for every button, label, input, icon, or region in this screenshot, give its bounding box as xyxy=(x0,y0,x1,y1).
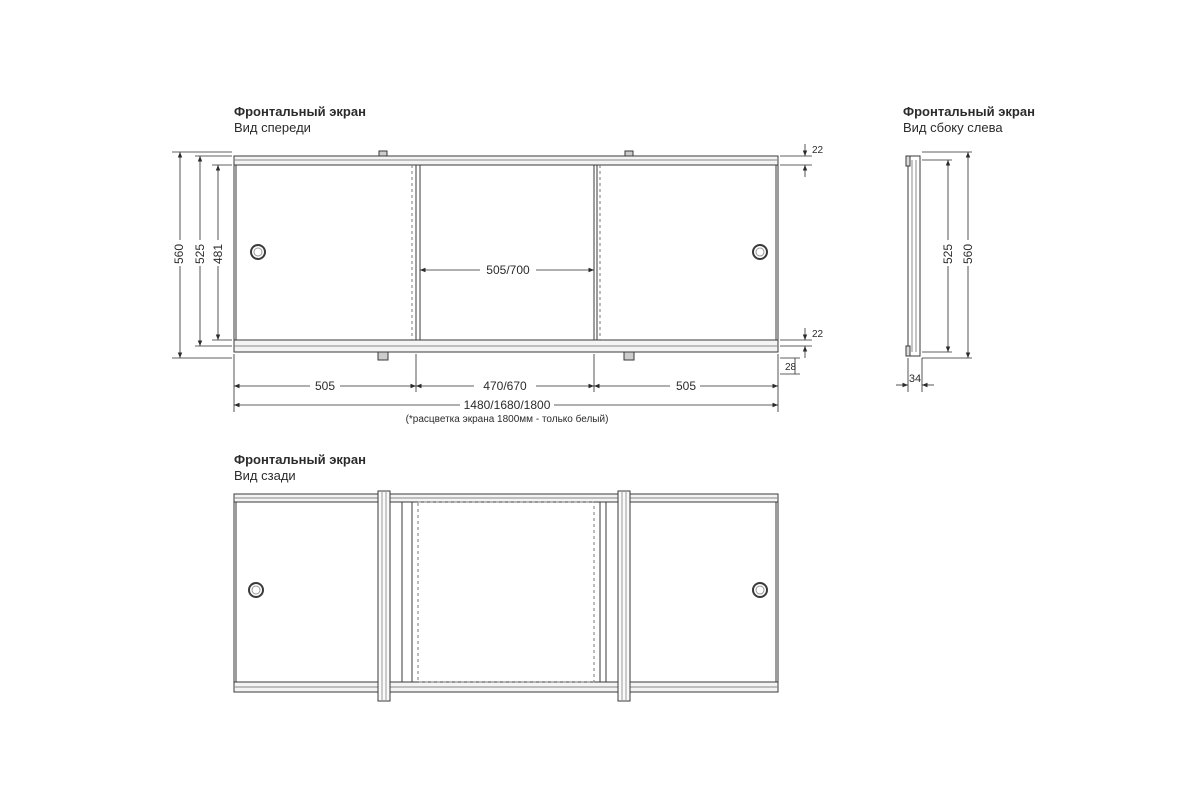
dim-middle-opening: 505/700 xyxy=(486,263,530,277)
dim-foot: 28 xyxy=(785,362,797,373)
side-view-subtitle: Вид сбоку слева xyxy=(903,120,1003,135)
foot xyxy=(624,352,634,360)
back-view-title: Фронтальный экран xyxy=(234,452,366,467)
front-dimensions xyxy=(172,144,812,412)
dim-side-525: 525 xyxy=(941,243,955,264)
back-outer-frame xyxy=(234,494,778,692)
dim-bottom-rail: 22 xyxy=(812,329,824,340)
back-middle-door xyxy=(418,502,594,682)
top-bracket xyxy=(625,151,633,156)
dim-middle-width: 470/670 xyxy=(483,379,527,393)
dim-side-560: 560 xyxy=(961,243,975,264)
back-support-right xyxy=(618,491,630,701)
back-view xyxy=(234,491,778,701)
dim-total-length: 1480/1680/1800 xyxy=(463,398,551,412)
front-right-door xyxy=(597,165,776,340)
dim-panel-height: 525 xyxy=(193,243,207,264)
left-handle-icon xyxy=(251,245,265,259)
dim-door-height: 481 xyxy=(211,243,225,264)
right-handle-icon xyxy=(753,245,767,259)
side-profile xyxy=(908,156,920,356)
dim-right-door-width: 505 xyxy=(675,379,697,393)
dim-total-height: 560 xyxy=(172,243,186,264)
front-view-title: Фронтальный экран xyxy=(234,104,366,119)
foot xyxy=(378,352,388,360)
front-middle-door xyxy=(420,165,594,340)
dim-note: (*расцветка экрана 1800мм - только белый) xyxy=(405,414,609,425)
back-right-handle-icon xyxy=(753,583,767,597)
side-view-title: Фронтальный экран xyxy=(903,104,1035,119)
side-view xyxy=(906,156,920,356)
front-view-subtitle: Вид спереди xyxy=(234,120,311,135)
back-view-subtitle: Вид сзади xyxy=(234,468,296,483)
front-view xyxy=(234,151,778,360)
top-bracket xyxy=(379,151,387,156)
dim-left-door-width: 505 xyxy=(314,379,336,393)
dim-side-depth: 34 xyxy=(908,373,922,385)
front-outer-frame xyxy=(234,156,778,352)
back-left-handle-icon xyxy=(249,583,263,597)
front-left-door xyxy=(236,165,416,340)
back-support-left xyxy=(378,491,390,701)
dim-top-rail: 22 xyxy=(812,145,824,156)
